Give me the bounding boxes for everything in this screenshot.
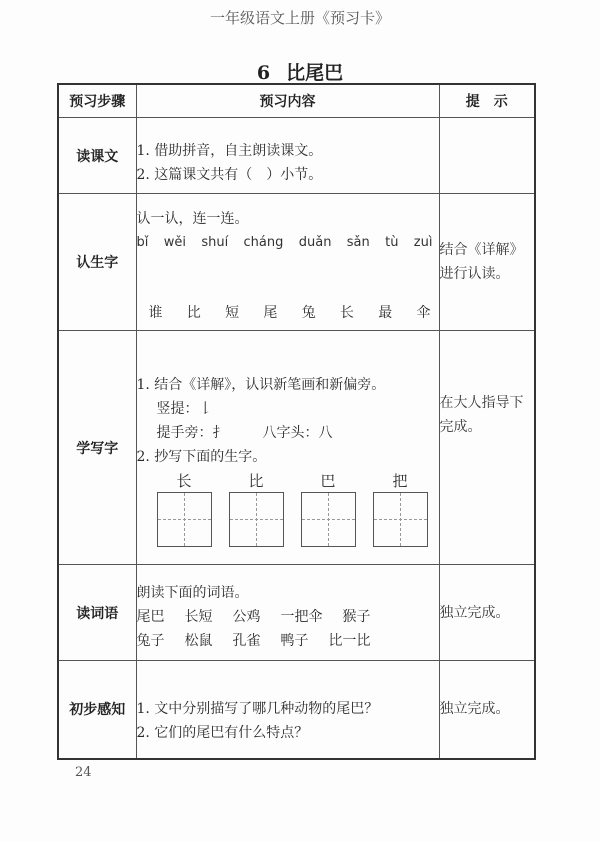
- word: 一把伞: [280, 608, 323, 625]
- grid-character: 巴: [320, 471, 336, 490]
- table-header-row: [58, 84, 535, 118]
- character-item[interactable]: 最: [378, 305, 393, 321]
- instruction: 认一认，连一连。: [136, 211, 249, 227]
- step-content: [136, 661, 439, 759]
- step-label: 学写字: [58, 331, 136, 565]
- radical-shou: 提手旁：扌: [156, 424, 227, 441]
- grid-character: 比: [248, 471, 264, 490]
- step-content: [136, 565, 439, 661]
- pinyin-item[interactable]: bǐ: [136, 235, 149, 250]
- character-item[interactable]: 兔: [301, 305, 316, 321]
- table-row-recognize-chars: [58, 194, 535, 331]
- content-line: 1. 结合《详解》，认识新笔画和新偏旁。: [136, 376, 386, 393]
- tianzi-grid[interactable]: [229, 492, 284, 547]
- pinyin-item[interactable]: sǎn: [346, 235, 370, 250]
- step-hint: 在大人指导下完成。: [439, 331, 535, 565]
- grid-character: 把: [392, 471, 408, 490]
- content-line: 竖提：𠄌: [156, 400, 213, 417]
- character-item[interactable]: 伞: [416, 305, 431, 321]
- pinyin-item[interactable]: wěi: [163, 235, 186, 250]
- preview-card-table: [57, 83, 536, 760]
- step-content: [136, 331, 439, 565]
- step-content: [136, 194, 439, 331]
- character-item[interactable]: 长: [339, 305, 354, 321]
- running-head: 一年级语文上册《预习卡》: [209, 9, 390, 27]
- character-item[interactable]: 谁: [148, 305, 163, 321]
- grid-character: 长: [176, 471, 192, 490]
- table-row-first-impression: [58, 661, 535, 759]
- character-item[interactable]: 比: [186, 305, 201, 321]
- word: 兔子: [136, 632, 165, 649]
- word: 鸭子: [280, 632, 309, 649]
- content-line: 2. 它们的尾巴有什么特点？: [136, 725, 309, 742]
- tianzi-grid[interactable]: [301, 492, 356, 547]
- word: 尾巴: [136, 608, 165, 625]
- content-line: 1. 借助拼音，自主朗读课文。: [136, 142, 323, 159]
- character-row: [137, 301, 439, 325]
- table-row-read-words: [58, 565, 535, 661]
- step-hint: 结合《详解》进行认读。: [439, 194, 535, 331]
- pinyin-item[interactable]: shuí: [201, 235, 229, 250]
- word-line: [137, 629, 439, 653]
- writing-grid-item: [301, 471, 356, 547]
- writing-grid-item: [373, 471, 428, 547]
- word: 长短: [184, 608, 213, 625]
- writing-grid-item: [157, 471, 212, 547]
- content-line: 2. 抄写下面的生字。: [136, 448, 267, 465]
- lesson-number: 6: [256, 62, 271, 84]
- header-step: 预习步骤: [58, 84, 136, 118]
- word: 公鸡: [232, 608, 261, 625]
- instruction: 朗读下面的词语。: [136, 584, 249, 601]
- header-content: 预习内容: [136, 84, 439, 118]
- step-content: [136, 118, 439, 194]
- writing-grid-item: [229, 471, 284, 547]
- pinyin-row: [137, 231, 439, 255]
- table-row-write-chars: [58, 331, 535, 565]
- word-line: [137, 605, 439, 629]
- word: 松鼠: [184, 632, 213, 649]
- lesson-title: [0, 58, 600, 85]
- character-item[interactable]: 尾: [263, 305, 278, 321]
- step-label: 初步感知: [58, 661, 136, 759]
- writing-grids: [137, 471, 439, 547]
- page-number: 24: [75, 765, 92, 780]
- pinyin-item[interactable]: duǎn: [298, 235, 332, 250]
- step-hint: 独立完成。: [439, 565, 535, 661]
- pinyin-item[interactable]: tù: [385, 235, 399, 250]
- word: 孔雀: [232, 632, 261, 649]
- step-label: 读课文: [58, 118, 136, 194]
- pinyin-item[interactable]: zuì: [413, 235, 433, 250]
- character-item[interactable]: 短: [225, 305, 240, 321]
- word: 猴子: [342, 608, 371, 625]
- pinyin-item[interactable]: cháng: [243, 235, 284, 250]
- step-label: 读词语: [58, 565, 136, 661]
- lesson-name: 比尾巴: [286, 62, 344, 84]
- table-row-read-text: [58, 118, 535, 194]
- header-hint: 提 示: [439, 84, 535, 118]
- step-hint: 独立完成。: [439, 661, 535, 759]
- word: 比一比: [328, 632, 371, 649]
- content-line: [137, 421, 439, 445]
- content-line: 2. 这篇课文共有（ ）小节。: [136, 166, 323, 183]
- tianzi-grid[interactable]: [373, 492, 428, 547]
- tianzi-grid[interactable]: [157, 492, 212, 547]
- step-hint: [439, 118, 535, 194]
- content-line: 1. 文中分别描写了哪几种动物的尾巴？: [136, 701, 379, 718]
- radical-ba: 八字头：八: [262, 424, 333, 441]
- step-label: 认生字: [58, 194, 136, 331]
